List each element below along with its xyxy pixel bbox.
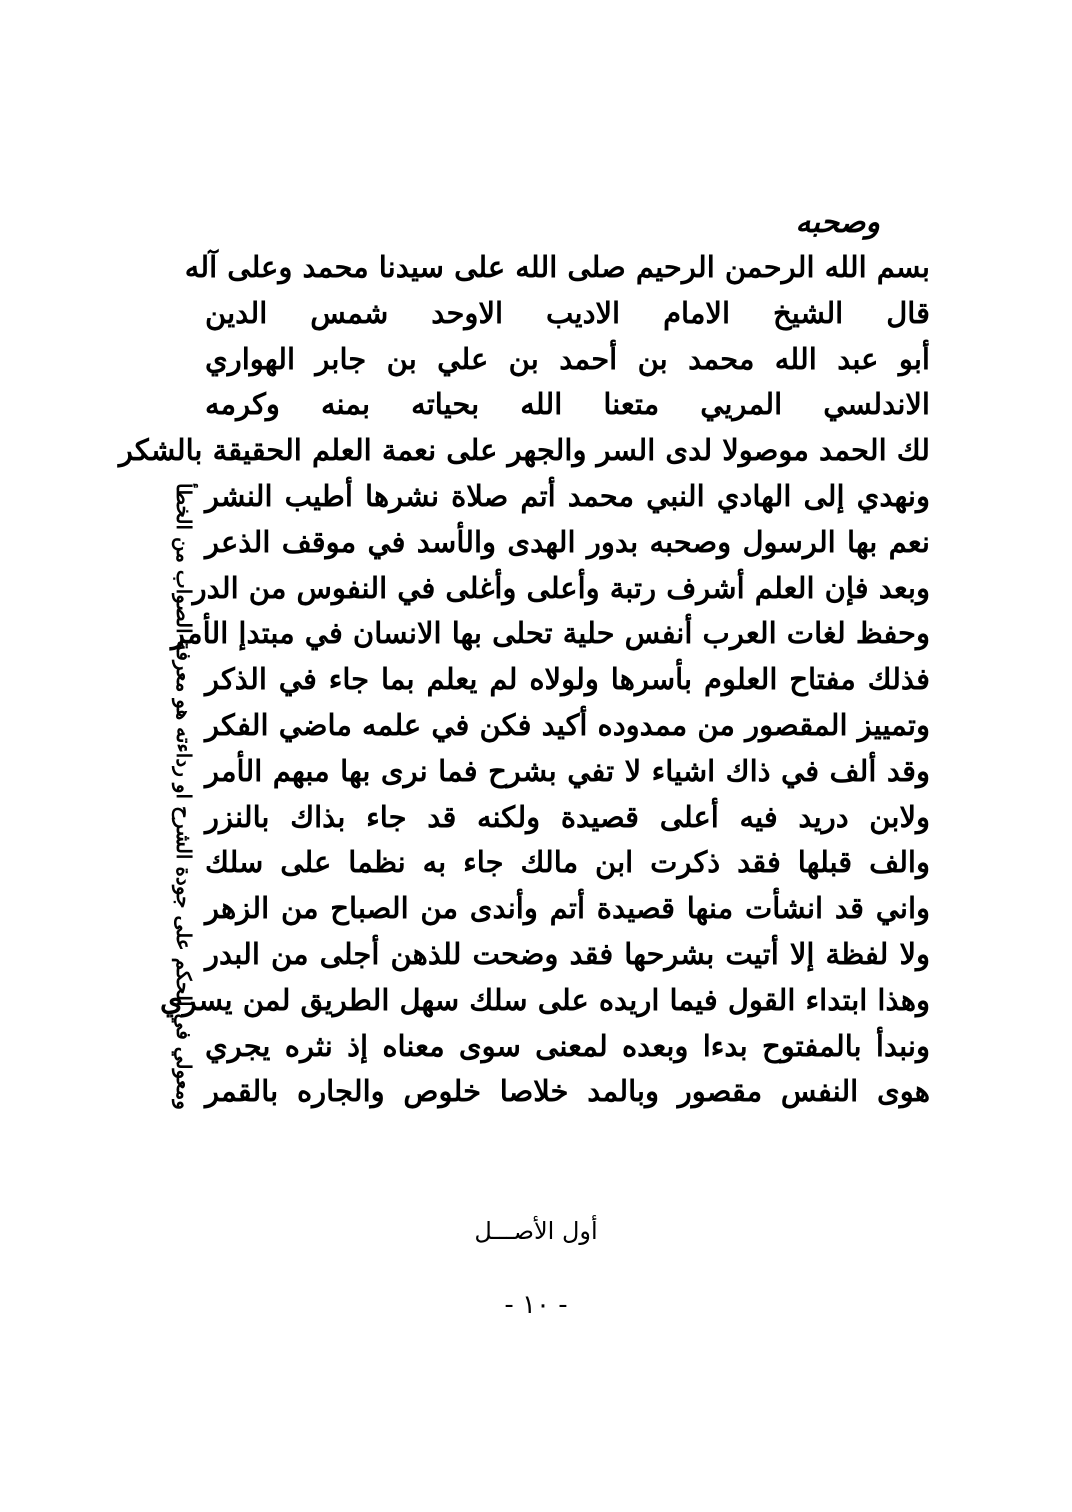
page-number: - ١٠ - bbox=[504, 1290, 568, 1320]
manuscript-line: أبو عبد الله محمد بن أحمد بن علي بن جابر الهواري bbox=[205, 341, 930, 376]
manuscript-line: قال الشيخ الامام الاديب الاوحد شمس الدين bbox=[205, 295, 930, 330]
manuscript-line: ونهدي إلى الهادي النبي محمد أتم صلاة نشرها أطيب النشر bbox=[205, 478, 930, 513]
manuscript-line: الاندلسي المريي متعنا الله بحياته بمنه وكرمه bbox=[205, 387, 930, 422]
manuscript-line: هوى النفس مقصور وبالمد خلاصا خلوص والجاره بالقمر bbox=[205, 1074, 930, 1109]
manuscript-line: ونبدأ بالمفتوح بدءا وبعده لمعنى سوى معناه إذ نثره يجري bbox=[205, 1028, 930, 1063]
manuscript-line: بسم الله الرحمن الرحيم صلى الله على سيدنا محمد وعلى آله bbox=[184, 250, 930, 284]
manuscript-line: نعم بها الرسول وصحبه بدور الهدى والأسد في موقف الذعر bbox=[205, 524, 930, 559]
manuscript-line: فذلك مفتاح العلوم بأسرها ولولاه لم يعلم بما جاء في الذكر bbox=[205, 662, 930, 697]
manuscript-line: وتمييز المقصور من ممدوده أكيد فكن في علمه ماضي الفكر bbox=[205, 707, 930, 742]
manuscript-line: لك الحمد موصولا لدى السر والجهر على نعمة العلم الحقيقة بالشكر bbox=[118, 433, 930, 468]
manuscript-header-note: وصحبه bbox=[795, 205, 880, 240]
manuscript-line: ولابن دريد فيه أعلى قصيدة ولكنه قد جاء بذاك بالنزر bbox=[205, 799, 930, 834]
manuscript-margin-note: ومعولي في الحكم على جودة الشرح او رداءته هو معرفة الصواب من الخطأ bbox=[172, 483, 196, 1110]
manuscript-page bbox=[118, 205, 930, 1190]
manuscript-line: واني قد انشأت منها قصيدة أتم وأندى من الصباح من الزهر bbox=[205, 891, 930, 926]
manuscript-line: وبعد فإن العلم أشرف رتبة وأعلى وأغلى في النفوس من الدر bbox=[192, 570, 930, 605]
manuscript-line: ولا لفظة إلا أتيت بشرحها فقد وضحت للذهن أجلى من البدر bbox=[205, 936, 930, 971]
image-caption: أول الأصـــل bbox=[474, 1217, 598, 1245]
manuscript-line: وقد ألف في ذاك اشياء لا تفي بشرح فما نرى بها مبهم الأمر bbox=[205, 753, 930, 788]
manuscript-line: والف قبلها فقد ذكرت ابن مالك جاء به نظما على سلك bbox=[205, 845, 930, 880]
manuscript-line: وهذا ابتداء القول فيما اريده على سلك سهل الطريق لمن يسري bbox=[159, 982, 930, 1017]
manuscript-line: وحفظ لغات العرب أنفس حلية تحلى بها الانسان في مبتدإ الأمر bbox=[171, 616, 930, 651]
